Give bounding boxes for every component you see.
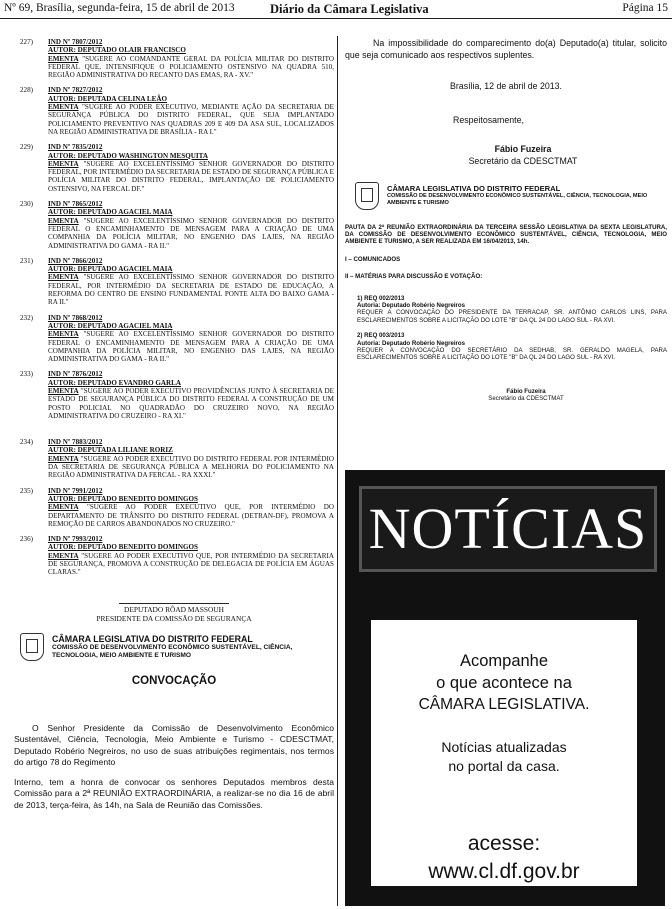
item-ind: IND Nº 7876/2012 bbox=[48, 370, 103, 379]
request-2-author: Autoria: Deputado Robério Negreiros bbox=[357, 339, 466, 347]
item-author: AUTOR: DEPUTADO EVANDRO GARLA bbox=[48, 378, 182, 387]
agenda-section-1: I – COMUNICADOS bbox=[345, 255, 401, 263]
request-1-title: 1) REQ 002/2013 bbox=[357, 294, 405, 302]
item-ind: IND Nº 7835/2012 bbox=[48, 143, 103, 152]
header-page: Página 15 bbox=[622, 2, 668, 14]
request-2-title: 2) REQ 003/2013 bbox=[357, 332, 405, 340]
item-author: AUTOR: DEPUTADO AGACIEL MAIA bbox=[48, 265, 173, 274]
item-ind: IND Nº 7991/2012 bbox=[48, 486, 103, 495]
item-ementa-label: EMENTA bbox=[48, 551, 79, 560]
item-ementa-label: EMENTA bbox=[48, 330, 79, 339]
convocation-paragraph-1: O Senhor Presidente da Comissão de Desenvolvimento Econômico Sustentável, Ciência, Tecnologia, Meio Ambiente e Turismo - CDESCTMAT, Deputado Robério Negreiros, no uso de suas atribuições regimentais, nos termos do artigo 78 do Regimento bbox=[14, 722, 334, 768]
item-ementa: "SUGERE AO PODER EXECUTIVO PROVIDÊNCIAS JUNTO À SECRETARIA DE ESTADO DE SEGURANÇA PÚBLICA DO DISTRITO FEDERAL A CONSTRUÇÃO DE UM POSTO POLICIAL NO QUADRADÃO DO CRUZEIRO NOVO, NA REGIÃO ADMINISTRATIVA DO CRUZEIRO - RA XI." bbox=[48, 386, 334, 420]
indication-item bbox=[14, 200, 334, 250]
item-ementa-label: EMENTA bbox=[48, 54, 79, 63]
item-number: 235) bbox=[20, 486, 34, 495]
item-ementa: "SUGERE AO EXCELENTÍSSIMO SENHOR GOVERNADOR DO DISTRITO FEDERAL, POR INTERMÉDIO DA SECRETARIA DE ESTADO DE SEGURANÇA PÚBLICA E POLÍCIA MILITAR DO DISTRITO FEDERAL, IMPLANTAÇÃO DE POLICIAMENTO OSTENSIVO, NA FERCAL DF." bbox=[48, 159, 334, 193]
left-column bbox=[14, 38, 334, 811]
item-number: 234) bbox=[20, 438, 34, 447]
item-ementa-label: EMENTA bbox=[48, 159, 79, 168]
item-author: AUTOR: DEPUTADA CELINA LEÃO bbox=[48, 94, 167, 103]
substitute-paragraph: Na impossibilidade do comparecimento do(a) Deputado(a) titular, solicito que seja comunicado aos respectivos suplentes. bbox=[345, 38, 667, 60]
news-ad-url: www.cl.df.gov.br bbox=[428, 860, 580, 883]
left-signature-role: PRESIDENTE DA COMISSÃO DE SEGURANÇA bbox=[96, 613, 252, 623]
item-number: 227) bbox=[20, 38, 34, 46]
item-number: 233) bbox=[20, 370, 34, 379]
indication-item bbox=[14, 257, 334, 307]
item-number: 229) bbox=[20, 143, 34, 152]
page-header bbox=[0, 0, 672, 19]
item-ind: IND Nº 7807/2012 bbox=[48, 38, 103, 46]
indication-item bbox=[14, 370, 334, 420]
news-ad-line-5: no portal da casa. bbox=[448, 758, 560, 774]
item-ind: IND Nº 7827/2012 bbox=[48, 86, 103, 95]
header-issue: Nº 69, Brasília, segunda-feira, 15 de abril de 2013 bbox=[4, 2, 235, 14]
item-ementa: "SUGERE AO EXCELENTÍSSIMO SENHOR GOVERNADOR DO DISTRITO FEDERAL, POR INTERMÉDIO DA SECRETARIA DE ESTADO DE EDUCAÇÃO, A REFORMA DO CENTRO DE ENSINO FUNDAMENTAL PONTE ALTA DO BAIXO GAMA - RA II." bbox=[48, 273, 334, 307]
item-ind: IND Nº 7866/2012 bbox=[48, 256, 103, 265]
org-name: CÂMARA LEGISLATIVA DO DISTRITO FEDERAL bbox=[52, 634, 253, 645]
agenda-section-2: II – MATÉRIAS PARA DISCUSSÃO E VOTAÇÃO: bbox=[345, 273, 483, 281]
right-column bbox=[345, 38, 667, 403]
indication-item bbox=[14, 143, 334, 193]
item-ementa: "SUGERE AO COMANDANTE GERAL DA POLÍCIA MILITAR DO DISTRITO FEDERAL QUE, INTENSIFIQUE O POLICIAMENTO OSTENSIVO NA QUADRA 510, REGIÃO ADMINISTRATIVA DO RECANTO DAS EMAS, RA - XV." bbox=[48, 54, 334, 80]
left-signature-name: DEPUTADO RÔAD MASSOUH bbox=[119, 603, 229, 614]
request-2-text: REQUER A CONVOCAÇÃO DO SECRETÁRIO DA SEDHAB, SR. GERALDO MAGELA, PARA ESCLARECIMENTOS SOBRE A LICITAÇÃO DO LOTE "B" DA QL 24 DO LAGO SUL - RA XVI. bbox=[357, 347, 667, 362]
item-author: AUTOR: DEPUTADO OLAIR FRANCISCO bbox=[48, 46, 186, 55]
item-author: AUTOR: DEPUTADO AGACIEL MAIA bbox=[48, 321, 173, 330]
item-ementa-label: EMENTA bbox=[48, 454, 79, 463]
news-advertisement bbox=[345, 470, 665, 906]
indication-item bbox=[14, 535, 334, 576]
right-org-block bbox=[345, 182, 667, 210]
item-ementa: "SUGERE AO EXCELENTÍSSIMO SENHOR GOVERNADOR DO DISTRITO FEDERAL O ENCAMINHAMENTO DE MENSAGEM PARA A CRIAÇÃO DE UMA COMPANHIA DA POLÍCIA MILITAR, NO ENGENHO DAS LAJES, NA REGIÃO ADMINISTRATIVA DO GAMA - RA II." bbox=[48, 330, 334, 364]
item-author: AUTOR: DEPUTADO BENEDITO DOMINGOS bbox=[48, 494, 198, 503]
convocation-paragraph-2: Interno, tem a honra de convocar os senhores Deputados membros desta Comissão para a 2ª REUNIÃO EXTRAORDINÁRIA, a realizar-se no dia 16 de abril de 2013, terça-feira, às 14h, na Sala de Reunião das Comissões. bbox=[14, 776, 334, 810]
item-author: AUTOR: DEPUTADO WASHINGTON MESQUITA bbox=[48, 151, 208, 160]
date-line: Brasília, 12 de abril de 2013. bbox=[450, 81, 562, 92]
item-ementa: "SUGERE AO PODER EXECUTIVO QUE, POR INTERMÉDIO DO DEPARTAMENTO DE TRÂNSITO DO DISTRITO FEDERAL (DETRAN-DF), PROMOVA A REMOÇÃO DE CARROS ABANDONADOS NO CRUZEIRO." bbox=[48, 503, 334, 528]
header-title: Diário da Câmara Legislativa bbox=[270, 2, 429, 16]
item-ementa-label: EMENTA bbox=[48, 503, 79, 512]
item-ementa: "SUGERE AO PODER EXECUTIVO, MEDIANTE AÇÃO DA SECRETARIA DE SEGURANÇA PÚBLICA DO DISTRITO FEDERAL, QUE SEJA IMPLANTADO POLICIAMENTO PREVENTIVO NAS QUADRAS 209 E 409 DA ASA SUL, LOCALIZADOS NA REGIÃO ADMINISTRATIVA DE BRASÍLIA - RA I." bbox=[48, 103, 334, 136]
item-ementa-label: EMENTA bbox=[48, 273, 79, 282]
signature-2-name: Fábio Fuzeira bbox=[506, 387, 546, 395]
request-1-text: REQUER A CONVOCAÇÃO DO PRESIDENTE DA TERRACAP, SR. ANTÔNIO CARLOS LINS, PARA ESCLARECIMENTOS SOBRE A LICITAÇÃO DO LOTE "B" DA QL 24 DO LAGO SUL - RA XVI. bbox=[357, 309, 667, 324]
right-org-subtitle: COMISSÃO DE DESENVOLVIMENTO ECONÔMICO SUSTENTÁVEL, CIÊNCIA, TECNOLOGIA, MEIO AMBIENTE E TURISMO bbox=[387, 193, 648, 207]
news-ad-line-4: Notícias atualizadas bbox=[441, 739, 567, 755]
item-author: AUTOR: DEPUTADA LILIANE RORIZ bbox=[48, 446, 173, 455]
request-2 bbox=[345, 332, 667, 362]
indication-item bbox=[14, 38, 334, 79]
regards-line: Respeitosamente, bbox=[453, 114, 524, 125]
org-subtitle: COMISSÃO DE DESENVOLVIMENTO ECONÔMICO SUSTENTÁVEL, CIÊNCIA, TECNOLOGIA, MEIO AMBIENTE E TURISMO bbox=[52, 644, 293, 659]
item-ind: IND Nº 7868/2012 bbox=[48, 313, 103, 322]
news-ad-line-2: o que acontece na bbox=[436, 674, 572, 692]
convocation-title: CONVOCAÇÃO bbox=[131, 674, 217, 687]
item-number: 231) bbox=[20, 256, 34, 265]
news-ad-line-6: acesse: bbox=[467, 832, 541, 855]
signature-role: Secretário da CDESCTMAT bbox=[468, 155, 578, 166]
item-number: 232) bbox=[20, 313, 34, 322]
indication-item bbox=[14, 86, 334, 136]
signature-2-role: Secretário da CDESCTMAT bbox=[488, 395, 564, 403]
item-ementa-label: EMENTA bbox=[48, 216, 79, 225]
item-ind: IND Nº 7865/2012 bbox=[48, 200, 103, 209]
item-author: AUTOR: DEPUTADO BENEDITO DOMINGOS bbox=[48, 543, 198, 552]
request-1 bbox=[345, 295, 667, 325]
item-number: 230) bbox=[20, 200, 34, 209]
request-1-author: Autoria: Deputado Robério Negreiros bbox=[357, 302, 466, 309]
legislative-seal-icon bbox=[20, 633, 44, 661]
item-ementa: "SUGERE AO EXCELENTÍSSIMO SENHOR GOVERNADOR DO DISTRITO FEDERAL O ENCAMINHAMENTO DE MENSAGEM PARA A CRIAÇÃO DE UMA COMPANHIA DA POLÍCIA MILITAR, NO ENGENHO DAS LAJES, NA REGIÃO ADMINISTRATIVA DO GAMA - RA II." bbox=[48, 216, 334, 250]
news-ad-title: NOTÍCIAS bbox=[359, 486, 657, 572]
news-ad-line-1: Acompanhe bbox=[459, 652, 549, 670]
signature-name: Fábio Fuzeira bbox=[494, 144, 552, 155]
item-ind: IND Nº 7993/2012 bbox=[48, 535, 103, 544]
item-author: AUTOR: DEPUTADO AGACIEL MAIA bbox=[48, 208, 173, 217]
left-signature bbox=[14, 603, 334, 623]
item-ind: IND Nº 7883/2012 bbox=[48, 438, 103, 447]
right-org-name: CÂMARA LEGISLATIVA DO DISTRITO FEDERAL bbox=[387, 184, 561, 194]
legislative-seal-icon bbox=[355, 182, 379, 210]
item-ementa-label: EMENTA bbox=[48, 103, 79, 112]
indication-list bbox=[14, 38, 334, 577]
item-number: 228) bbox=[20, 86, 34, 95]
column-divider bbox=[337, 36, 338, 906]
item-ementa: "SUGERE AO PODER EXECUTIVO DO DISTRITO FEDERAL POR INTERMÉDIO DA SECRETARIA DE SEGURANÇA PÚBLICA A MELHORIA DO POLICIAMENTO NA REGIÃO ADMINISTRATIVA DA FERCAL - RA XXXI." bbox=[48, 454, 334, 480]
item-ementa: "SUGERE AO PODER EXECUTIVO QUE, POR INTERMÉDIO DA SECRETARIA DE SEGURANÇA, PROMOVA A CONSTRUÇÃO DE DELEGACIA DE POLÍCIA EM ÁGUAS CLARAS." bbox=[48, 551, 334, 577]
org-block bbox=[14, 633, 334, 661]
item-number: 236) bbox=[20, 535, 34, 544]
indication-item bbox=[14, 314, 334, 364]
news-ad-panel bbox=[371, 620, 637, 886]
news-ad-line-3: CÂMARA LEGISLATIVA. bbox=[418, 696, 590, 713]
item-ementa-label: EMENTA bbox=[48, 386, 79, 395]
indication-item bbox=[14, 438, 334, 479]
indication-item bbox=[14, 487, 334, 528]
agenda-title: PAUTA DA 2ª REUNIÃO EXTRAORDINÁRIA DA TERCEIRA SESSÃO LEGISLATIVA DA SEXTA LEGISLATURA, DA COMISSÃO DE DESENVOLVIMENTO ECONÔMICO SUSTENTÁVEL, CIÊNCIA, TECNOLOGIA, MEIO AMBIENTE E TURISMO, A SER REALIZADA EM 16/04/2013, 14h. bbox=[345, 223, 667, 246]
